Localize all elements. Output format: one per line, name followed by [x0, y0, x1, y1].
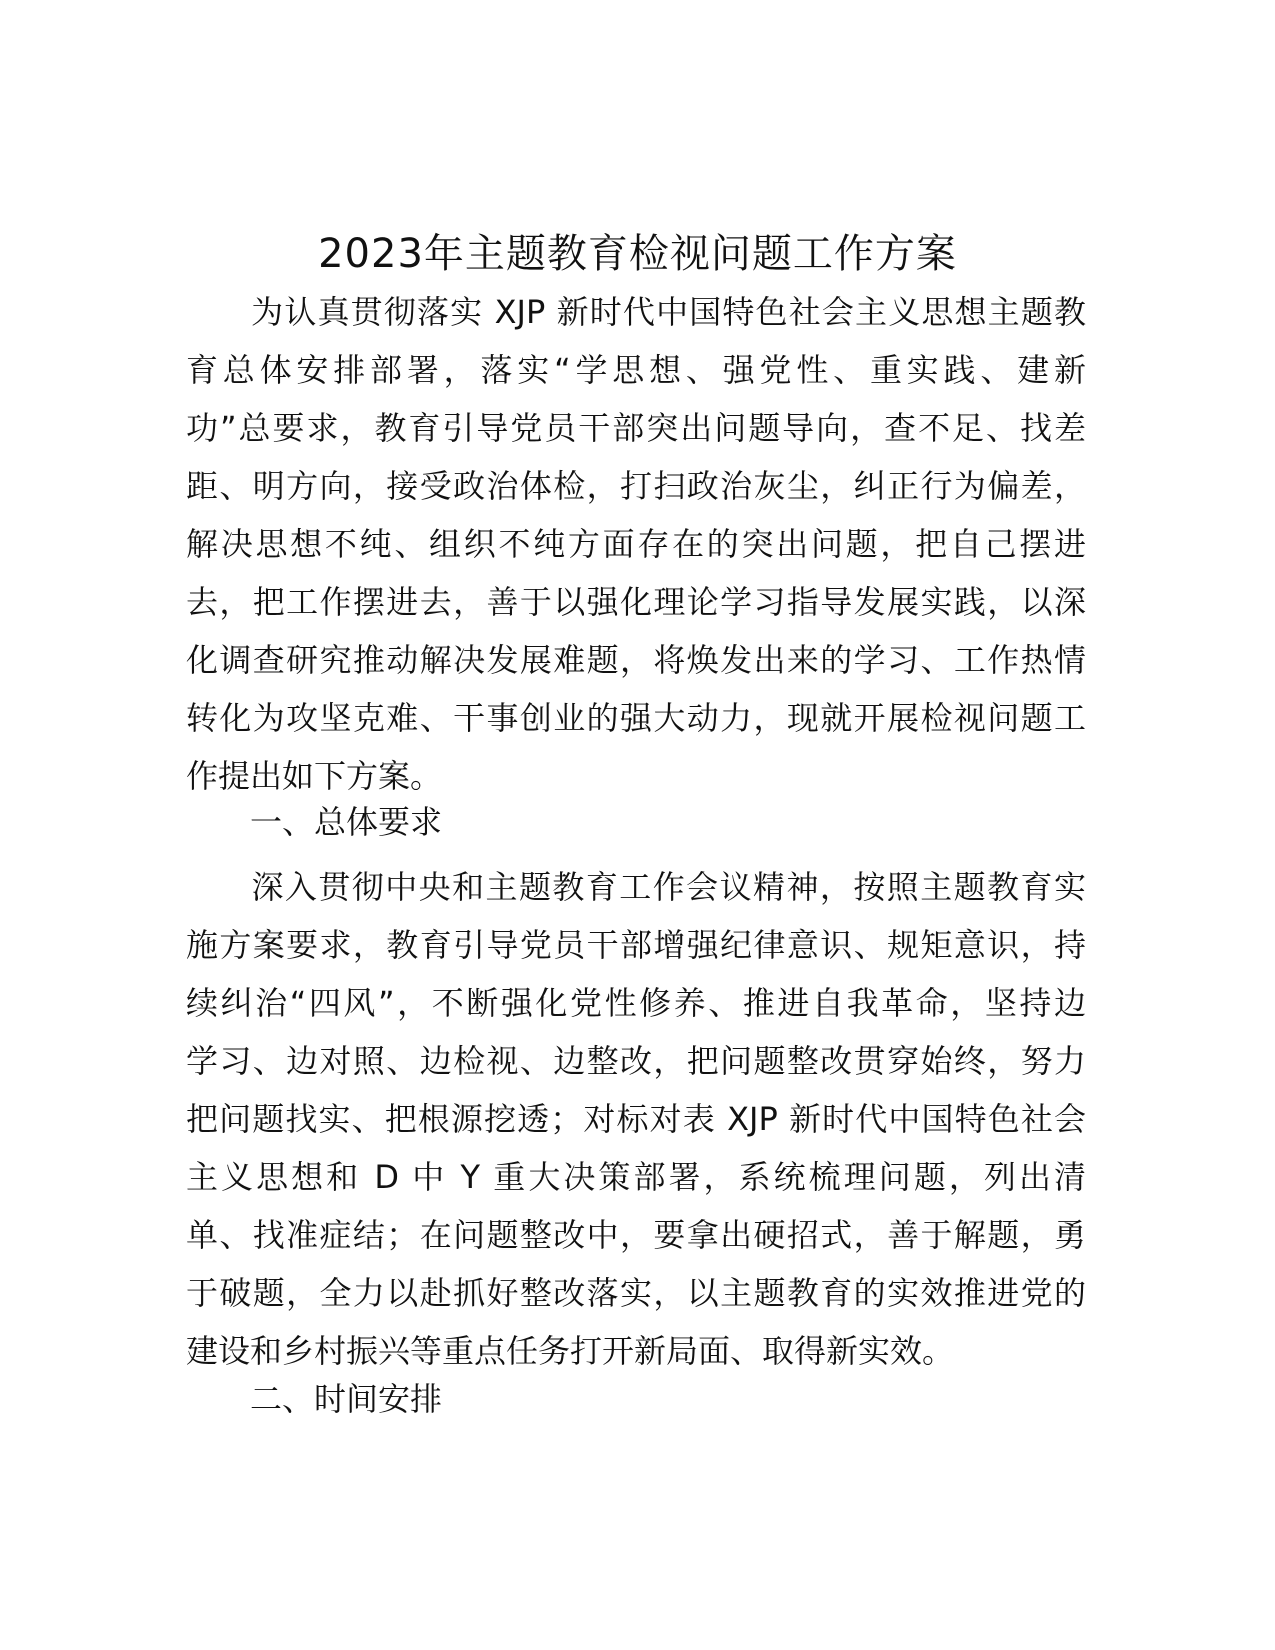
text-line: 施方案要求，教育引导党员干部增强纪律意识、规矩意识，持: [186, 926, 1086, 964]
text-line: 距、明方向，接受政治体检，打扫政治灰尘，纠正行为偏差，: [186, 467, 1086, 505]
text-line: 于破题，全力以赴抓好整改落实，以主题教育的实效推进党的: [186, 1274, 1086, 1312]
text-line: 育总体安排部署，落实“学思想、强党性、重实践、建新: [186, 351, 1086, 389]
text-line: 功”总要求，教育引导党员干部突出问题导向，查不足、找差: [186, 409, 1086, 447]
text-line: 续纠治“四风”，不断强化党性修养、推进自我革命，坚持边: [186, 984, 1086, 1022]
section-heading-1: 一、总体要求: [250, 803, 443, 841]
text-line: 去，把工作摆进去，善于以强化理论学习指导发展实践，以深: [186, 583, 1086, 621]
text-line: 主义思想和 D 中 Y 重大决策部署，系统梳理问题，列出清: [186, 1158, 1086, 1196]
text-line: 解决思想不纯、组织不纯方面存在的突出问题，把自己摆进: [186, 525, 1086, 563]
text-line: 作提出如下方案。: [186, 757, 443, 795]
text-line: 深入贯彻中央和主题教育工作会议精神，按照主题教育实: [250, 868, 1086, 906]
text-line: 为认真贯彻落实 XJP 新时代中国特色社会主义思想主题教: [250, 293, 1086, 331]
text-line: 化调查研究推动解决发展难题，将焕发出来的学习、工作热情: [186, 641, 1086, 679]
text-line: 把问题找实、把根源挖透；对标对表 XJP 新时代中国特色社会: [186, 1100, 1086, 1138]
text-line: 学习、边对照、边检视、边整改，把问题整改贯穿始终，努力: [186, 1042, 1086, 1080]
document-title: 2023年主题教育检视问题工作方案: [318, 231, 957, 277]
section-heading-2: 二、时间安排: [250, 1380, 443, 1418]
intro-paragraph: [186, 283, 1086, 805]
text-line: 建设和乡村振兴等重点任务打开新局面、取得新实效。: [186, 1332, 955, 1370]
text-line: 单、找准症结；在问题整改中，要拿出硬招式，善于解题，勇: [186, 1216, 1086, 1254]
section1-paragraph: [186, 858, 1086, 1380]
text-line: 转化为攻坚克难、干事创业的强大动力，现就开展检视问题工: [186, 699, 1086, 737]
